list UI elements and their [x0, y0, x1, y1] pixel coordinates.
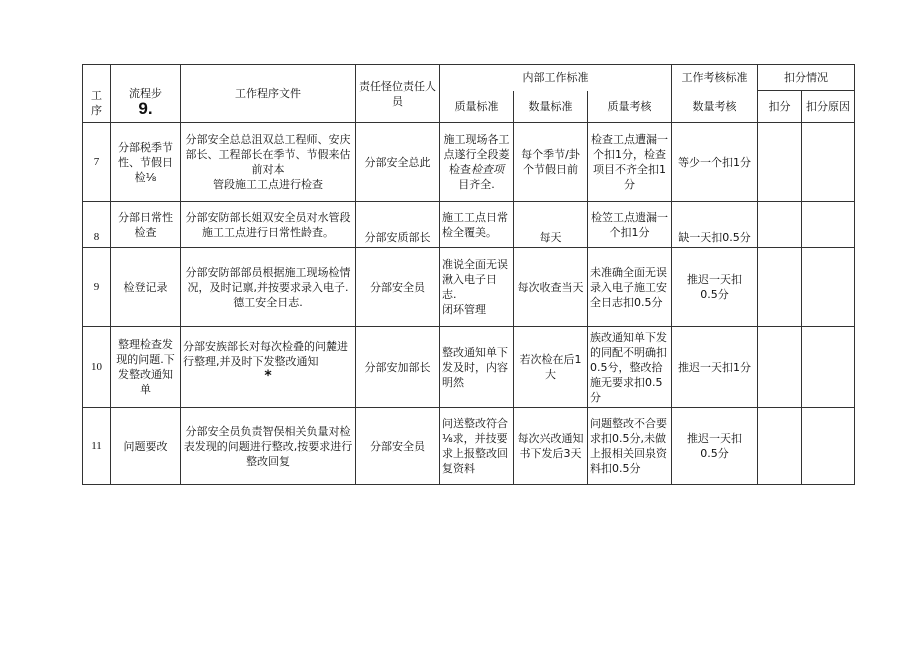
row-deduct-reason[interactable]: [802, 202, 855, 248]
row-quality-assess: 问题整改不合要求扣0.5分,未做上报相关回泉资料扣0.5分: [588, 408, 672, 485]
row-quantity-assess: 推迟一天扣1分: [672, 327, 758, 408]
header-quantity-assess: 数量考核: [672, 91, 758, 123]
row-quality-assess: 族改通知单下发的同配不明确扣0.5兮，整改拾施无要求扣0.5分: [588, 327, 672, 408]
row-deduct-reason[interactable]: [802, 123, 855, 202]
header-flow-number: 9.: [138, 99, 153, 118]
row-program: [181, 327, 356, 408]
row-seq: 9: [83, 248, 111, 327]
row-program: 分部安全总总沮双总工程师、安庆部长、工程部长在季节、节假来估前对本 管段施工工点进行检查: [181, 123, 356, 202]
row-responsible: 分部安质部长: [356, 202, 440, 248]
row-deduct[interactable]: [758, 202, 802, 248]
row-quality-standard: 准说全面无误湫入电子日志. 闭环管理: [440, 248, 514, 327]
row-quantity-standard: 若次检在后1大: [514, 327, 588, 408]
row-quantity-assess: 缺一天扣0.5分: [672, 202, 758, 248]
row-deduct-reason[interactable]: [802, 327, 855, 408]
header-deduct: 扣分: [758, 91, 802, 123]
header-deduct-title: 扣分情况: [758, 65, 855, 91]
row-quality-standard: [440, 123, 514, 202]
row-quality-standard: 施工工点日常检全覆美。: [440, 202, 514, 248]
row-seq: 11: [83, 408, 111, 485]
row-responsible: 分部安全总此: [356, 123, 440, 202]
header-flow-step: [111, 65, 181, 123]
row-deduct[interactable]: [758, 408, 802, 485]
header-quality-assess: 质量考核: [588, 91, 672, 123]
row-quality-standard: 整改通知单下发及时，内容明然: [440, 327, 514, 408]
row-flow: 检登记录: [111, 248, 181, 327]
header-internal-standard: 内部工作标准: [440, 65, 672, 91]
program-text: 分部安族部长对每次检叠的问麓进行整理,并及时下发整改通知: [183, 340, 348, 368]
row-quality-assess: 未准确全面无误录入电子施工安全日志扣0.5分: [588, 248, 672, 327]
row-quantity-assess: 推迟一天扣 0.5分: [672, 408, 758, 485]
row-flow: 整理检查发现的问题.下发整改通知单: [111, 327, 181, 408]
row-quantity-assess: 等少一个扣1分: [672, 123, 758, 202]
row-deduct[interactable]: [758, 248, 802, 327]
row-quantity-standard: 每次收查当天: [514, 248, 588, 327]
header-assess-standard: 工作考核标准: [672, 65, 758, 91]
row-quantity-assess: 推迟一天扣 0.5分: [672, 248, 758, 327]
row-deduct[interactable]: [758, 327, 802, 408]
row-quantity-standard: 每个季节/卦个节假日前: [514, 123, 588, 202]
row-responsible: 分部安加部长: [356, 327, 440, 408]
row-quantity-standard: 每次兴改通知书下发后3天: [514, 408, 588, 485]
row-quality-assess: 检查工点遭漏一个扣1分，检查项目不齐全扣1分: [588, 123, 672, 202]
table-row: [83, 408, 855, 485]
header-program-file: 工作程序文件: [181, 65, 356, 123]
star-mark: *: [264, 368, 272, 384]
row-program: 分部安防部部员根据施工现场检情况，及时记禀,并按要求录入电子.德工安全日志.: [181, 248, 356, 327]
quality-text-a: 施工现场各工点遂行全段菱检查: [443, 133, 510, 176]
row-quantity-standard: 每天: [514, 202, 588, 248]
row-flow: 问题要改: [111, 408, 181, 485]
row-responsible: 分部安全员: [356, 248, 440, 327]
row-quality-assess: 检笠工点遗漏一个扣1分: [588, 202, 672, 248]
row-flow: 分部日常性检查: [111, 202, 181, 248]
row-program: 分部安全员负责智俣相关负量对检表发现的问题进行整改,按要求进行整改回复: [181, 408, 356, 485]
procedure-table: [82, 64, 855, 485]
header-seq: 工 序: [83, 65, 111, 123]
row-deduct[interactable]: [758, 123, 802, 202]
row-seq: 8: [83, 202, 111, 248]
header-responsible-post: 责任怪位责任人员: [356, 65, 440, 123]
row-seq: 10: [83, 327, 111, 408]
header-quality-standard: 质量标准: [440, 91, 514, 123]
table-row: [83, 123, 855, 202]
table-row: [83, 248, 855, 327]
row-flow: 分部税季节性、节假日检⅛: [111, 123, 181, 202]
row-seq: 7: [83, 123, 111, 202]
quality-text-c: 目齐全.: [458, 178, 495, 191]
row-deduct-reason[interactable]: [802, 408, 855, 485]
quality-text-b: 检查项: [471, 163, 504, 176]
row-responsible: 分部安全员: [356, 408, 440, 485]
header-flow-prefix: 流程步: [129, 87, 162, 100]
procedure-table-wrapper: [82, 64, 855, 485]
table-row: [83, 202, 855, 248]
header-deduct-reason: 扣分原因: [802, 91, 855, 123]
row-quality-standard: 问送整改符合⅛求，并技要求上报整改回复资料: [440, 408, 514, 485]
row-program: 分部安防部长姐双安全员对水管段施工工点进行日常性龄査。: [181, 202, 356, 248]
table-row: [83, 327, 855, 408]
row-deduct-reason[interactable]: [802, 248, 855, 327]
header-quantity-standard: 数量标准: [514, 91, 588, 123]
